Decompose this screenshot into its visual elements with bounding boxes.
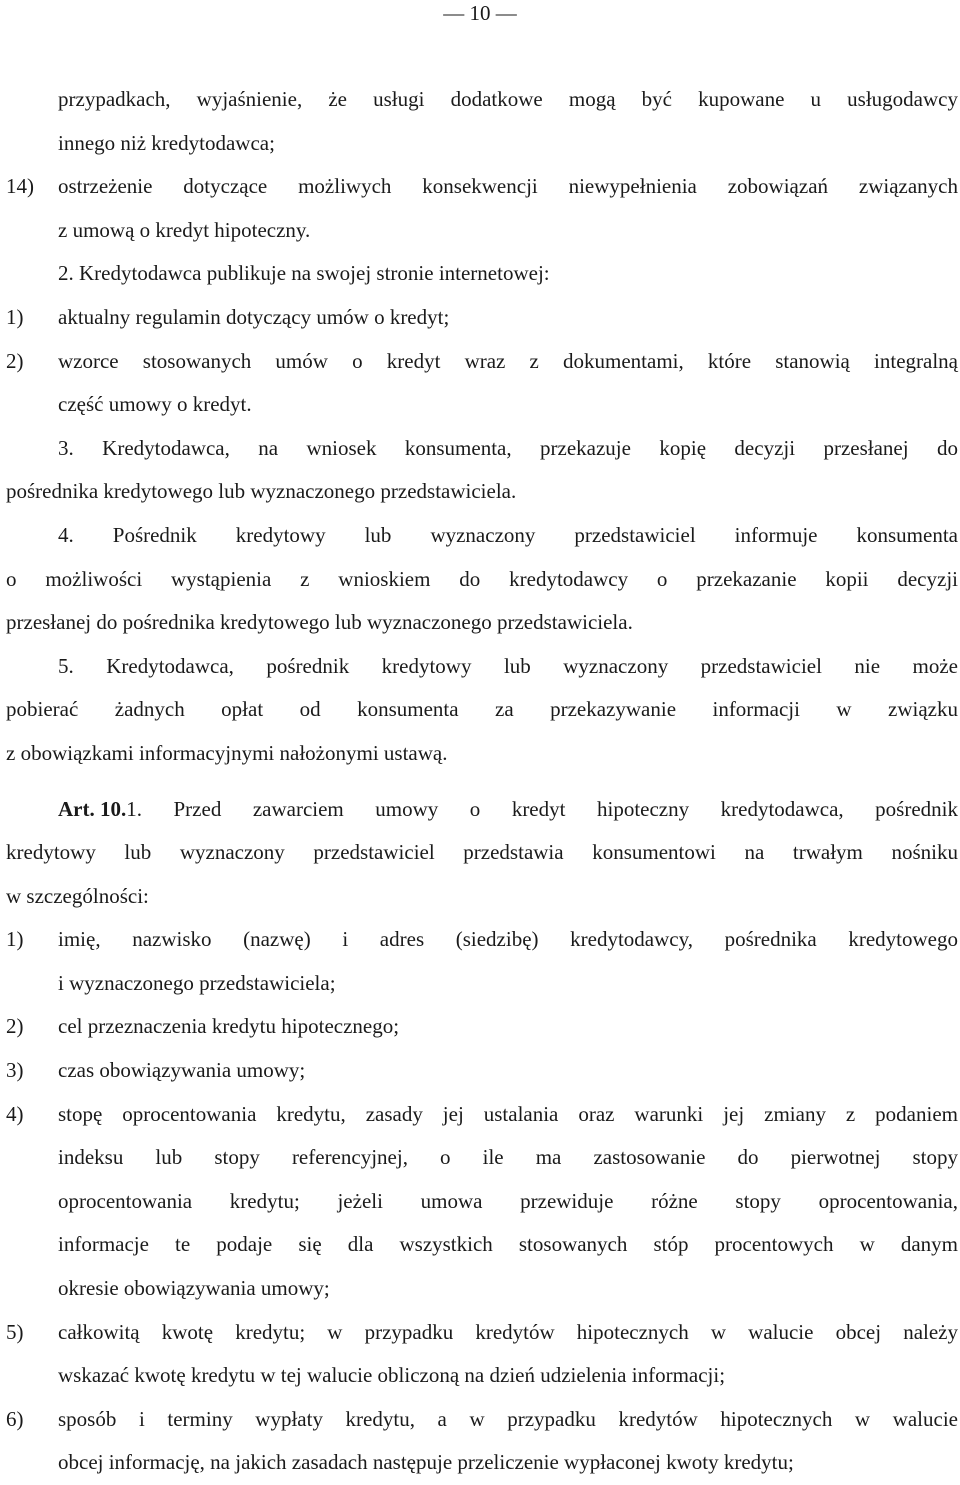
article-first-line — [6, 788, 958, 832]
article-10 — [6, 788, 958, 1485]
list-item — [6, 1311, 958, 1355]
item-text: cel przeznaczenia kredytu hipotecznego; — [58, 1005, 958, 1049]
document-body — [6, 78, 958, 1485]
text-line: przypadkach, wyjaśnienie, że usługi dodatkowe mogą być kupowane u usługodawcy — [6, 78, 958, 122]
list-item — [6, 1398, 958, 1442]
item-number: 1) — [6, 296, 58, 340]
item-text: 1. Przed zawarciem umowy o kredyt hipoteczny kredytodawca, pośrednik — [126, 788, 958, 832]
item-number: 2) — [6, 340, 58, 384]
text-line: obcej informację, na jakich zasadach następuje przeliczenie wypłaconej kwoty kredytu; — [6, 1441, 958, 1485]
item-text: stopę oprocentowania kredytu, zasady jej ustalania oraz warunki jej zmiany z podaniem — [58, 1093, 958, 1137]
text-line: i wyznaczonego przedstawiciela; — [6, 962, 958, 1006]
item-number: 5) — [6, 1311, 58, 1355]
item-text: czas obowiązywania umowy; — [58, 1049, 958, 1093]
list-item — [6, 918, 958, 962]
text-line: z umową o kredyt hipoteczny. — [6, 209, 958, 253]
text-line: pobierać żadnych opłat od konsumenta za przekazywanie informacji w związku — [6, 688, 958, 732]
text-line: w szczególności: — [6, 875, 958, 919]
list-item — [6, 1005, 958, 1049]
paragraph-4: 4. Pośrednik kredytowy lub wyznaczony przedstawiciel informuje konsumenta — [6, 514, 958, 558]
text-line: pośrednika kredytowego lub wyznaczonego przedstawiciela. — [6, 470, 958, 514]
item-number: 3) — [6, 1049, 58, 1093]
text-line: z obowiązkami informacyjnymi nałożonymi ustawą. — [6, 732, 958, 776]
list-item — [6, 1093, 958, 1137]
item-number: 2) — [6, 1005, 58, 1049]
item-number: 14) — [6, 165, 58, 209]
page-number: — 10 — — [0, 0, 960, 26]
item-number: 6) — [6, 1398, 58, 1442]
text-line: innego niż kredytodawca; — [6, 122, 958, 166]
item-text: sposób i terminy wypłaty kredytu, a w przypadku kredytów hipotecznych w walucie — [58, 1398, 958, 1442]
list-item — [6, 165, 958, 209]
list-item — [6, 340, 958, 384]
item-number: 4) — [6, 1093, 58, 1137]
item-text: imię, nazwisko (nazwę) i adres (siedzibę) kredytodawcy, pośrednika kredytowego — [58, 918, 958, 962]
paragraph-5: 5. Kredytodawca, pośrednik kredytowy lub wyznaczony przedstawiciel nie może — [6, 645, 958, 689]
text-line: informacje te podaje się dla wszystkich stosowanych stóp procentowych w danym — [6, 1223, 958, 1267]
paragraph-3: 3. Kredytodawca, na wniosek konsumenta, przekazuje kopię decyzji przesłanej do — [6, 427, 958, 471]
item-number: 1) — [6, 918, 58, 962]
item-text: ostrzeżenie dotyczące możliwych konsekwencji niewypełnienia zobowiązań związanych — [58, 165, 958, 209]
item-text: wzorce stosowanych umów o kredyt wraz z dokumentami, które stanowią integralną — [58, 340, 958, 384]
text-line: przesłanej do pośrednika kredytowego lub wyznaczonego przedstawiciela. — [6, 601, 958, 645]
text-line: część umowy o kredyt. — [6, 383, 958, 427]
text-line: wskazać kwotę kredytu w tej walucie obliczoną na dzień udzielenia informacji; — [6, 1354, 958, 1398]
text-line: kredytowy lub wyznaczony przedstawiciel przedstawia konsumentowi na trwałym nośniku — [6, 831, 958, 875]
item-text: aktualny regulamin dotyczący umów o kredyt; — [58, 296, 958, 340]
text-line: okresie obowiązywania umowy; — [6, 1267, 958, 1311]
paragraph-2: 2. Kredytodawca publikuje na swojej stronie internetowej: — [6, 252, 958, 296]
item-text: całkowitą kwotę kredytu; w przypadku kredytów hipotecznych w walucie obcej należy — [58, 1311, 958, 1355]
list-item — [6, 1049, 958, 1093]
article-heading: Art. 10. — [58, 788, 126, 832]
text-line: oprocentowania kredytu; jeżeli umowa przewiduje różne stopy oprocentowania, — [6, 1180, 958, 1224]
text-line: indeksu lub stopy referencyjnej, o ile ma zastosowanie do pierwotnej stopy — [6, 1136, 958, 1180]
list-item — [6, 296, 958, 340]
text-line: o możliwości wystąpienia z wnioskiem do kredytodawcy o przekazanie kopii decyzji — [6, 558, 958, 602]
